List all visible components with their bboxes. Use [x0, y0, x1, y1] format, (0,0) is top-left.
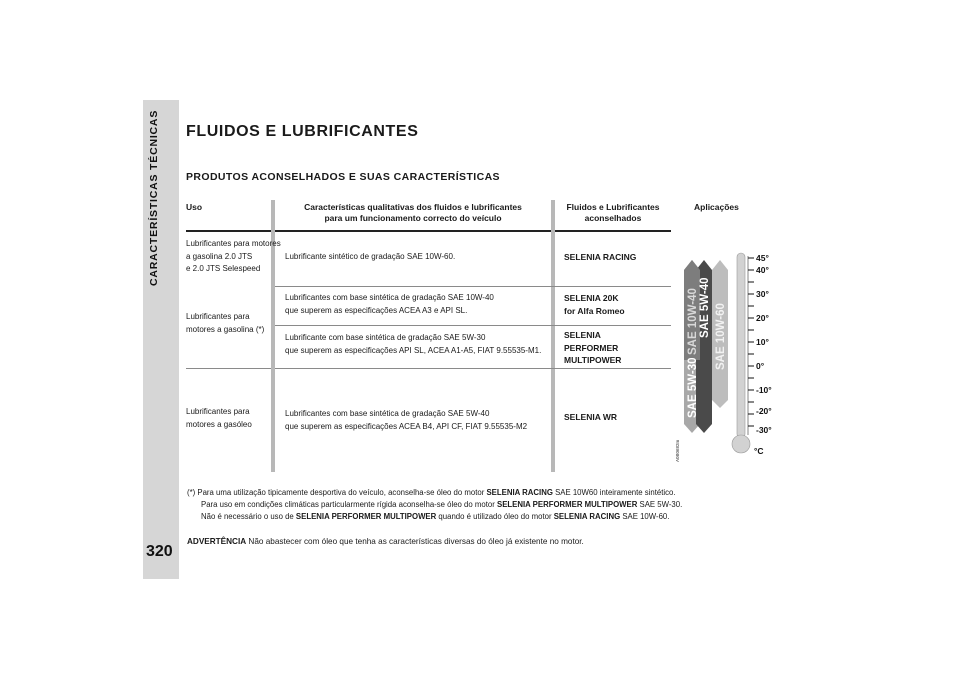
temperature-scale	[748, 258, 754, 426]
warning-text: Não abastecer com óleo que tenha as características diversas do óleo já existente no motor.	[246, 537, 584, 546]
row-2-product	[564, 292, 625, 317]
row-divider-1	[275, 286, 671, 287]
page-number: 320	[146, 543, 173, 560]
row-3-characteristics-line: Lubrificante com base sintética de gradação SAE 5W-30	[285, 333, 486, 342]
warning-label: ADVERTÊNCIA	[187, 537, 247, 546]
viscosity-temperature-diagram	[670, 240, 780, 465]
row-divider-uso	[186, 368, 271, 369]
footnote-product: SELENIA RACING	[486, 488, 553, 497]
row-3-product-line: MULTIPOWER	[564, 355, 622, 365]
temp-label: -10°	[756, 385, 772, 395]
row-2-characteristics	[285, 292, 494, 317]
row-2-characteristics-line: Lubrificantes com base sintética de gradação SAE 10W-40	[285, 293, 494, 302]
footnote-text: Não é necessário o uso de	[201, 512, 296, 521]
row-2-characteristics-line: que superem as especificações ACEA A3 e API SL.	[285, 305, 468, 315]
grade-label-10w60: SAE 10W-60	[715, 303, 727, 370]
row-4-product: SELENIA WR	[564, 412, 618, 422]
footnote-2	[201, 499, 682, 511]
row-4-characteristics-line: que superem as especificações ACEA B4, API CF, FIAT 9.55535-M2	[285, 421, 528, 431]
header-uso: Uso	[186, 202, 203, 212]
row-3-characteristics	[285, 332, 541, 357]
grade-label-5w40: SAE 5W-40	[699, 277, 711, 338]
section-label: CARACTERÍSTICAS TÉCNICAS	[148, 110, 160, 287]
section-subtitle: PRODUTOS ACONSELHADOS E SUAS CARACTERÍSTICAS	[186, 171, 500, 183]
row-1-product: SELENIA RACING	[564, 252, 637, 262]
footnote-3	[201, 511, 669, 523]
row-4-uso	[186, 406, 252, 431]
temp-label: 0°	[756, 361, 765, 371]
thermometer-tube	[737, 253, 745, 438]
row-divider-3	[275, 368, 671, 369]
header-caracteristicas-line-2: para um funcionamento correcto do veículo	[324, 213, 502, 223]
row-4-uso-line: Lubrificantes para	[186, 407, 250, 416]
row-1-uso-line: e 2.0 JTS Selespeed	[186, 264, 261, 273]
row-4-uso-line: motores a gasóleo	[186, 419, 252, 429]
grade-label-5w30: SAE 5W-30	[687, 357, 699, 418]
footnote-text: SAE 10W60 inteiramente sintético.	[552, 488, 676, 497]
row-1-uso	[186, 238, 281, 276]
footnote-text: quando é utilizado óleo do motor	[436, 512, 554, 521]
footnote-text: SAE 5W-30.	[637, 500, 683, 509]
header-fluidos-line-1: Fluidos e Lubrificantes	[566, 202, 660, 212]
footnote-text: (*) Para uma utilização tipicamente desportiva do veículo, aconselha-se óleo do motor	[187, 488, 487, 497]
temp-label: 45°	[756, 253, 769, 263]
row-1-uso-line: Lubrificantes para motores	[186, 239, 281, 248]
row-4-characteristics	[285, 408, 527, 433]
row-1-characteristics: Lubrificante sintético de gradação SAE 10W-60.	[285, 252, 456, 261]
row-3-product	[564, 329, 621, 367]
temp-label: -20°	[756, 406, 772, 416]
header-rule	[186, 230, 671, 232]
row-2-product-line: for Alfa Romeo	[564, 305, 625, 316]
thermometer-bulb	[732, 435, 750, 453]
header-caracteristicas	[278, 202, 548, 224]
header-fluidos	[557, 202, 669, 224]
temp-label: 30°	[756, 289, 769, 299]
header-caracteristicas-line-1: Características qualitativas dos fluidos e lubrificantes	[304, 202, 522, 212]
temp-label: 20°	[756, 313, 769, 323]
footnote-product: SELENIA PERFORMER MULTIPOWER	[295, 512, 437, 521]
figure-code: A0B0682m	[675, 439, 680, 462]
row-divider-2	[275, 325, 671, 326]
page-title: FLUIDOS E LUBRIFICANTES	[186, 123, 419, 140]
temp-unit: °C	[754, 446, 764, 456]
header-aplicacoes: Aplicações	[694, 202, 739, 212]
row-4-characteristics-line: Lubrificantes com base sintética de gradação SAE 5W-40	[285, 409, 490, 418]
footnote-text: Para uso em condições climáticas particularmente rígida aconselha-se óleo do motor	[201, 500, 497, 509]
temp-label: 10°	[756, 337, 769, 347]
grade-label-10w40: SAE 10W-40	[687, 288, 699, 355]
row-1-uso-line: a gasolina 2.0 JTS	[186, 251, 253, 261]
footnote-product: SELENIA PERFORMER MULTIPOWER	[497, 500, 638, 509]
row-2-uso	[186, 311, 264, 336]
warning-note	[187, 536, 584, 548]
temp-label: -30°	[756, 425, 772, 435]
footnote-product: SELENIA RACING	[553, 512, 621, 521]
footnote-1	[187, 487, 676, 499]
row-3-characteristics-line: que superem as especificações API SL, ACEA A1-A5, FIAT 9.55535-M1.	[285, 345, 542, 355]
column-divider-2	[551, 200, 555, 472]
row-3-product-line: PERFORMER	[564, 342, 619, 353]
row-2-uso-line: motores a gasolina (*)	[186, 324, 265, 334]
header-fluidos-line-2: aconselhados	[584, 213, 642, 223]
row-2-product-line: SELENIA 20K	[564, 293, 619, 303]
footnote-text: SAE 10W-60.	[620, 512, 670, 521]
row-2-uso-line: Lubrificantes para	[186, 312, 250, 321]
temp-label: 40°	[756, 265, 769, 275]
row-3-product-line: SELENIA	[564, 330, 601, 340]
